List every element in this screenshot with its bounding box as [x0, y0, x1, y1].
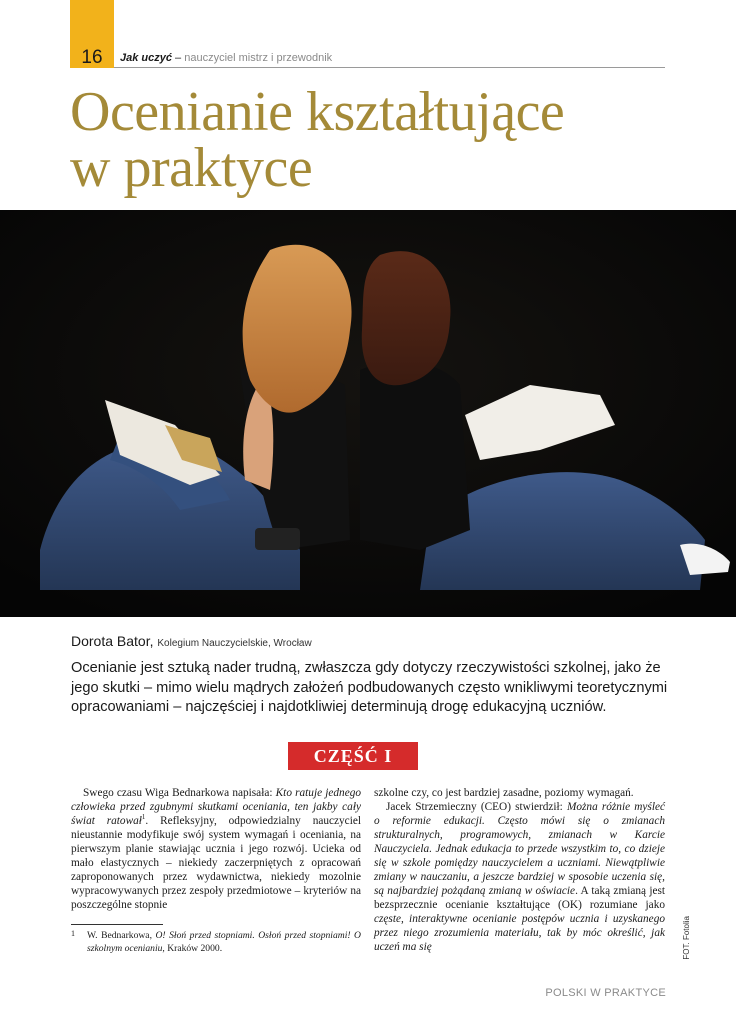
footnote	[71, 929, 361, 955]
footnote-author: W. Bednarkowa,	[87, 930, 156, 941]
footnote-number: 1	[71, 929, 75, 938]
body-emphasis: częste, interaktywne ocenianie postępów ucznia i uzyskanego przez niego zrozumienia materiału, tak by móc określić, jak uczeń ma się	[374, 913, 665, 953]
running-header	[120, 52, 332, 64]
body-text: Jacek Strzemieczny (CEO) stwierdził:	[386, 801, 567, 813]
body-quote: Można różnie myśleć o reformie edukacji. Często mówi się o zmianach strukturalnych, programowych, zmianach w Karcie Nauczyciela. Jednak edukacja to przede wszystkim to, co dzieje się w szkole pomiędzy nauczycielem a uczniami. Niewątpliwie zmiany w nauczaniu, a jeszcze bardziej w sposobie uczenia się, są najbardziej pożądaną zmianą w oświacie	[374, 801, 665, 897]
footnote-publication: , Kraków 2000.	[162, 943, 223, 954]
body-paragraph	[374, 800, 665, 954]
author-affiliation: Kolegium Nauczycielskie, Wrocław	[157, 638, 312, 649]
article-lead: Ocenianie jest sztuką nader trudną, zwłaszcza gdy dotyczy rzeczywistości szkolnej, jako że jego skutki – mimo wielu mądrych założeń podbudowanych często wnikliwymi teoretycznymi opracowaniami – najczęściej i najdotkliwiej determinują drogę edukacyjną uczniów.	[71, 660, 668, 715]
author-name: Dorota Bator,	[71, 633, 154, 649]
footnote-ref[interactable]: 1	[141, 813, 146, 822]
header-rule	[114, 67, 665, 68]
part-label: CZĘŚĆ I	[288, 742, 418, 770]
magazine-footer: POLSKI W PRAKTYCE	[545, 987, 666, 999]
photo-credit: FOT. Fotolia	[682, 916, 691, 960]
title-line-1: Ocenianie kształtujące	[70, 81, 565, 143]
article-title	[70, 81, 690, 199]
body-column-2	[374, 786, 665, 954]
section-name: Jak uczyć	[120, 52, 172, 64]
footnote-book-title: O! Słoń przed stopniami. Osłoń przed stopniami! O szkolnym ocenianiu	[87, 930, 361, 954]
footnote-rule	[71, 924, 163, 925]
body-text: Swego czasu Wiga Bednarkowa napisała:	[83, 787, 276, 799]
body-paragraph: szkolne czy, co jest bardziej zasadne, poziomy wymagań.	[374, 787, 634, 799]
footnote-text	[71, 929, 361, 955]
body-text: . A taką zmianą jest bezsprzecznie ocenianie kształtujące (OK) rozumiane jako	[374, 885, 666, 911]
author-byline	[71, 633, 312, 649]
section-subtitle: nauczyciel mistrz i przewodnik	[184, 52, 333, 64]
body-column-1	[71, 786, 361, 912]
body-text: . Refleksyjny, odpowiedzialny nauczyciel nieustannie modyfikuje swój system wymagań i oceniania, na pierwszym planie stawiając ucznia i jego rozwój. Ucieka od mało elastycznych – niekiedy zaczerpniętych z opracowań zaproponowanych przez wydawnictwa, niekiedy mozolnie wypracowywanych przez zespoły przedmiotowe – kryteriów na poszczególne stopnie	[71, 815, 361, 911]
body-quote: Kto ratuje jednego człowieka przed zgubnymi skutkami oceniania, ten jakby cały świat ratował	[71, 787, 362, 827]
body-paragraph	[71, 786, 361, 912]
page-number: 16	[81, 47, 103, 68]
article-photo	[0, 210, 736, 617]
photo-two-girls-reading	[0, 210, 736, 617]
title-line-2: w praktyce	[70, 137, 313, 199]
header-dash: –	[171, 52, 185, 64]
